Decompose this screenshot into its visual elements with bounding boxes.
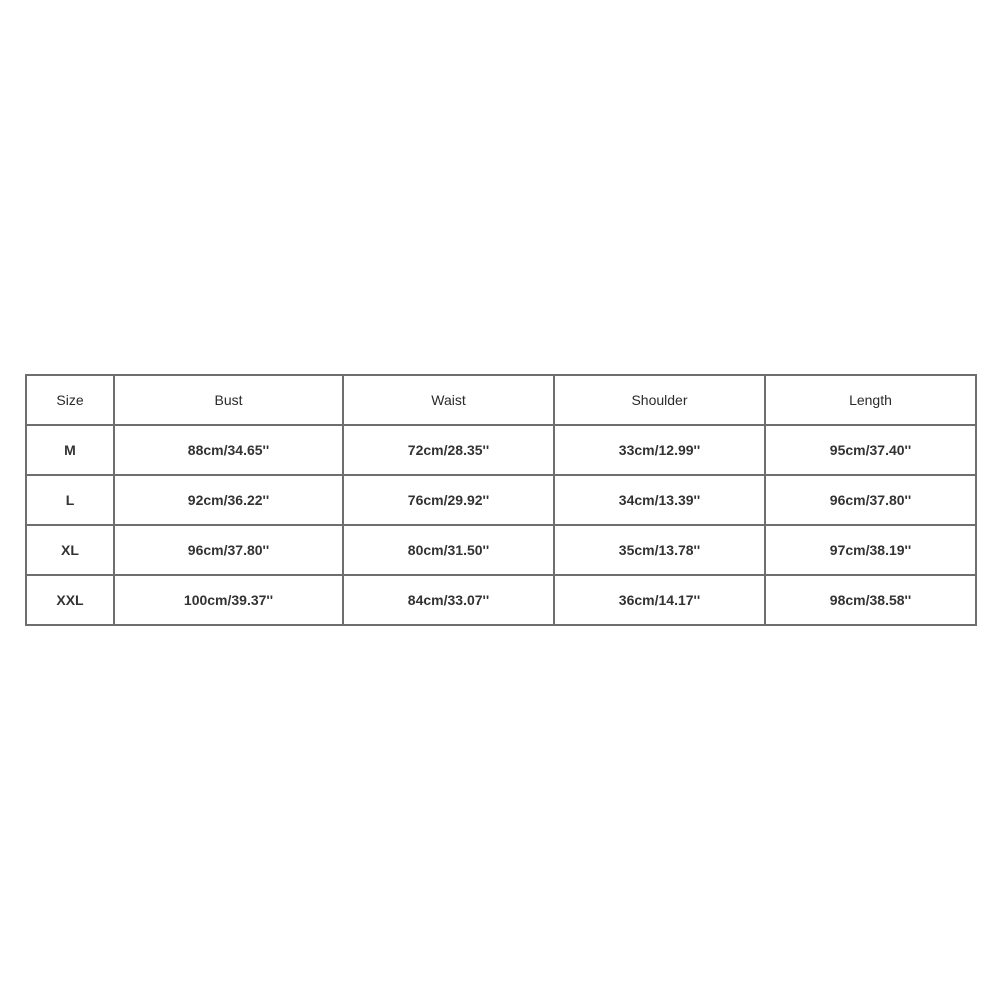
header-waist: Waist [343,375,554,425]
cell-shoulder: 35cm/13.78'' [554,525,765,575]
cell-waist: 72cm/28.35'' [343,425,554,475]
size-chart-table [25,374,977,626]
cell-waist: 80cm/31.50'' [343,525,554,575]
table-row [26,575,976,625]
cell-size: XL [26,525,114,575]
cell-waist: 76cm/29.92'' [343,475,554,525]
header-shoulder: Shoulder [554,375,765,425]
cell-bust: 96cm/37.80'' [114,525,343,575]
cell-size: XXL [26,575,114,625]
cell-bust: 88cm/34.65'' [114,425,343,475]
cell-length: 95cm/37.40'' [765,425,976,475]
size-chart-body [26,425,976,625]
size-chart-header [26,375,976,425]
header-length: Length [765,375,976,425]
table-row [26,475,976,525]
cell-bust: 100cm/39.37'' [114,575,343,625]
table-row [26,425,976,475]
cell-length: 96cm/37.80'' [765,475,976,525]
table-row [26,525,976,575]
header-bust: Bust [114,375,343,425]
cell-size: M [26,425,114,475]
cell-length: 98cm/38.58'' [765,575,976,625]
cell-shoulder: 36cm/14.17'' [554,575,765,625]
cell-waist: 84cm/33.07'' [343,575,554,625]
header-row [26,375,976,425]
cell-size: L [26,475,114,525]
header-size: Size [26,375,114,425]
cell-bust: 92cm/36.22'' [114,475,343,525]
cell-shoulder: 33cm/12.99'' [554,425,765,475]
cell-length: 97cm/38.19'' [765,525,976,575]
cell-shoulder: 34cm/13.39'' [554,475,765,525]
